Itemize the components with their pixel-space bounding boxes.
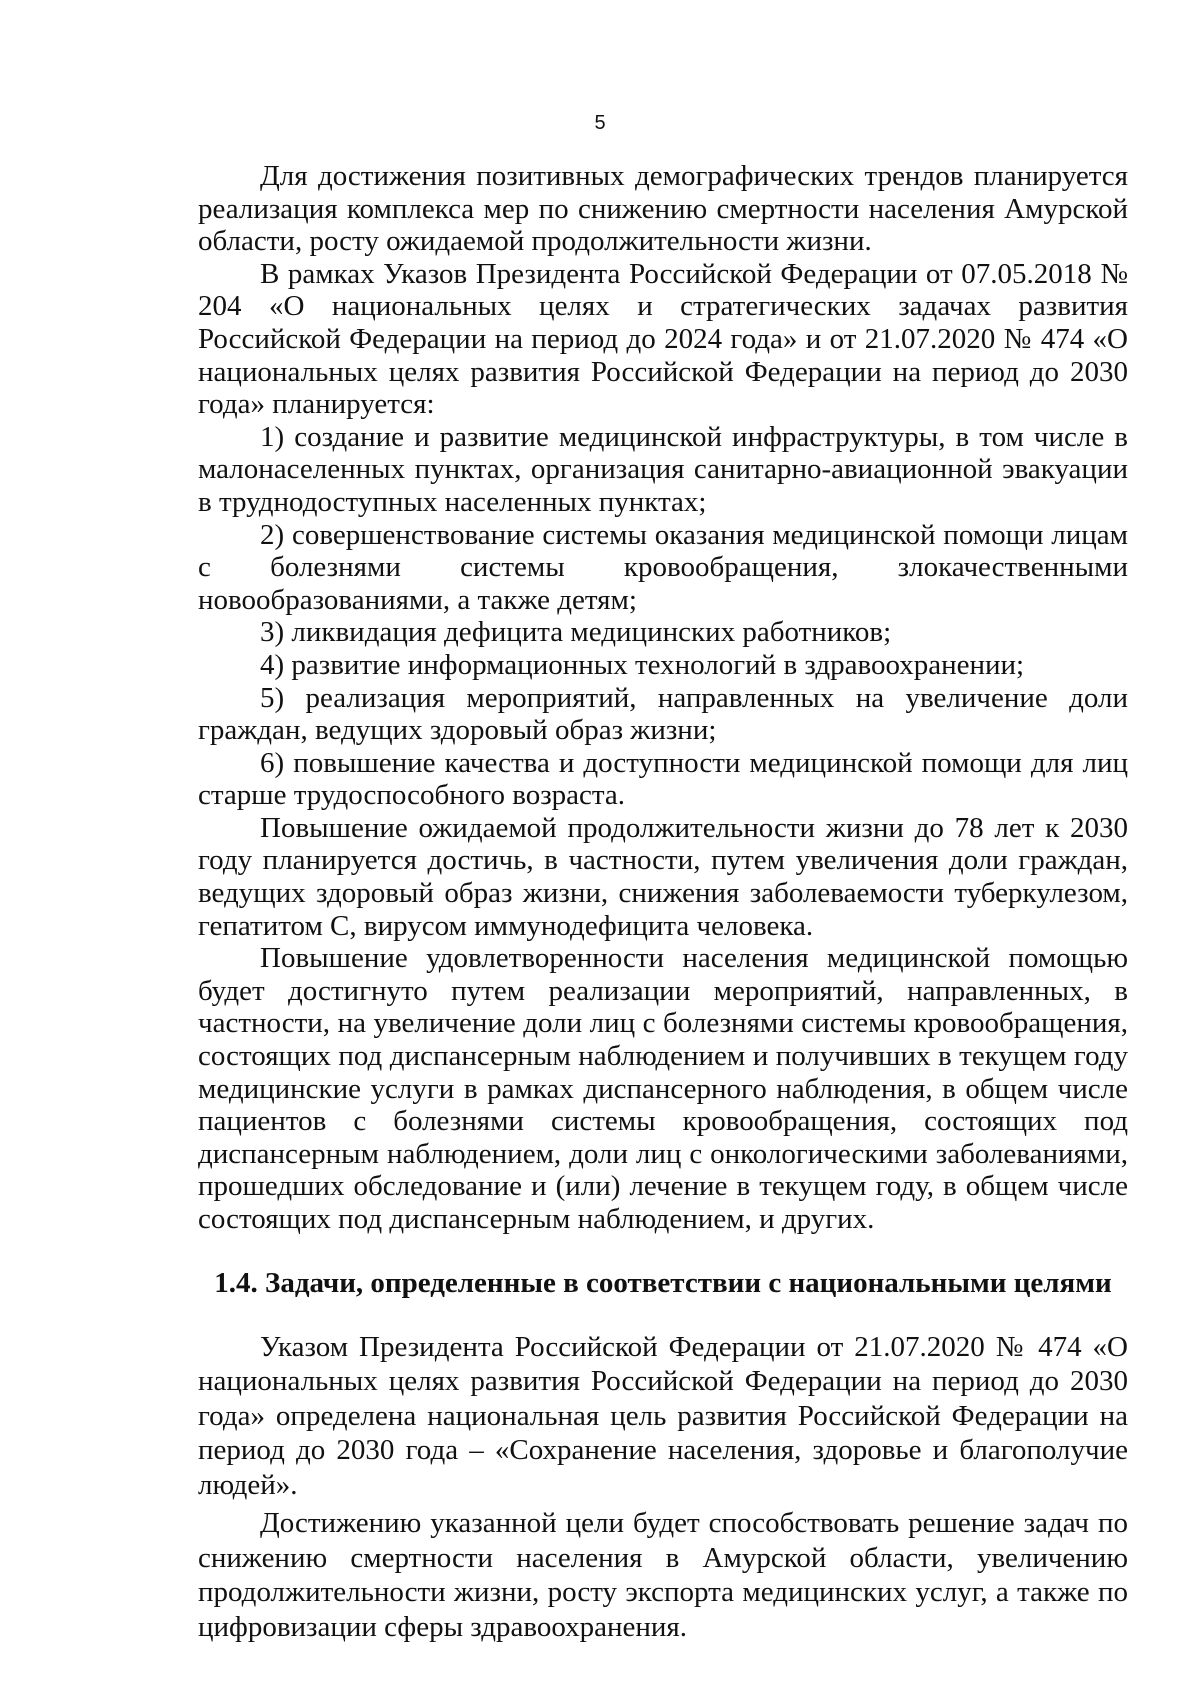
- intro-section: [198, 160, 1128, 1236]
- list-item-information-technology: 4) развитие информационных технологий в здравоохранении;: [260, 648, 1025, 681]
- document-body: [198, 160, 1128, 1644]
- page-number: 5: [594, 112, 606, 134]
- list-item-healthy-lifestyle: 5) реализация мероприятий, направленных на увеличение доли граждан, ведущих здоровый образ жизни;: [198, 681, 1128, 747]
- paragraph-life-expectancy: Повышение ожидаемой продолжительности жизни до 78 лет к 2030 году планируется достичь, в частности, путем увеличения доли граждан, ведущих здоровый образ жизни, снижения заболеваемости туберкулезом, гепатитом С, вирусом иммунодефицита человека.: [198, 811, 1128, 942]
- paragraph-goal-achievement: Достижению указанной цели будет способствовать решение задач по снижению смертности населения в Амурской области, увеличению продолжительности жизни, росту экспорта медицинских услуг, а также по цифровизации сферы здравоохранения.: [198, 1507, 1128, 1643]
- paragraph-presidential-decrees: В рамках Указов Президента Российской Федерации от 07.05.2018 № 204 «О национальных целях и стратегических задачах развития Российской Федерации на период до 2024 года» и от 21.07.2020 № 474 «О национальных целях развития Российской Федерации на период до 2030 года» планируется:: [198, 257, 1128, 421]
- list-item-infrastructure: 1) создание и развитие медицинской инфраструктуры, в том числе в малонаселенных пунктах, организация санитарно-авиационной эвакуации в труднодоступных населенных пунктах;: [198, 420, 1128, 518]
- section-heading: 1.4. Задачи, определенные в соответствии с национальными целями: [214, 1266, 1112, 1299]
- section-body: [198, 1330, 1128, 1645]
- list-item-elderly-care: 6) повышение качества и доступности медицинской помощи для лиц старше трудоспособного возраста.: [198, 746, 1128, 812]
- paragraph-demographic-trends: Для достижения позитивных демографических трендов планируется реализация комплекса мер по снижению смертности населения Амурской области, росту ожидаемой продолжительности жизни.: [198, 160, 1128, 258]
- list-item-staff-shortage: 3) ликвидация дефицита медицинских работников;: [260, 616, 892, 649]
- paragraph-satisfaction: Повышение удовлетворенности населения медицинской помощью будет достигнуто путем реализации мероприятий, направленных, в частности, на увеличение доли лиц с болезнями системы кровообращения, состоящих под диспансерным наблюдением и получивших в текущем году медицинские услуги в рамках диспансерного наблюдения, в общем числе пациентов с болезнями системы кровообращения, состоящих под диспансерным наблюдением, доли лиц с онкологическими заболеваниями, прошедших обследование и (или) лечение в текущем году, в общем числе состоящих под диспансерным наблюдением, и других.: [198, 942, 1128, 1235]
- list-item-medical-care-system: 2) совершенствование системы оказания медицинской помощи лицам с болезнями системы кровообращения, злокачественными новообразованиями, а также детям;: [198, 518, 1128, 616]
- paragraph-national-goal: Указом Президента Российской Федерации от 21.07.2020 № 474 «О национальных целях развития Российской Федерации на период до 2030 года» определена национальная цель развития Российской Федерации на период до 2030 года – «Сохранение населения, здоровье и благополучие людей».: [198, 1330, 1128, 1501]
